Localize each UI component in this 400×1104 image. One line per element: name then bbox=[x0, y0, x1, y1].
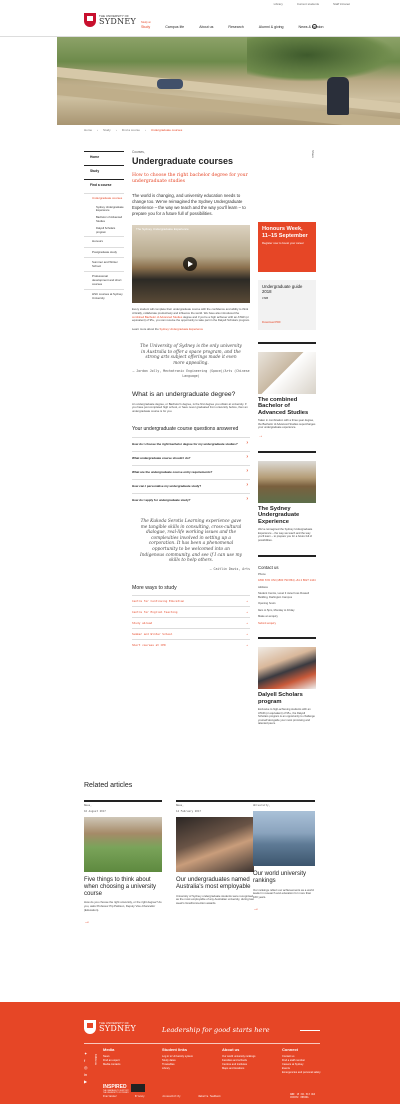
follow-label: Follow us bbox=[94, 1054, 97, 1065]
promo-subtitle: Register now to boost your career bbox=[262, 241, 304, 246]
footer-link[interactable]: Log in to University system bbox=[162, 1055, 193, 1058]
card-title[interactable]: The Sydney Undergraduate Experience bbox=[258, 506, 300, 525]
footer-link[interactable]: Find a staff member bbox=[282, 1059, 306, 1062]
related-card[interactable] bbox=[84, 800, 162, 925]
footer-link[interactable]: Emergencies and personal safety bbox=[282, 1071, 321, 1074]
main-content bbox=[132, 150, 250, 650]
quote-text: The University of Sydney is the only university in Australia to offer a space program, and the strong arts subject offerings made it even more appealing. bbox=[140, 343, 242, 366]
footer-bottom-link[interactable]: Website feedback bbox=[198, 1095, 221, 1098]
contact-phone[interactable]: 1800 SYD UNI (1800 793 864) +61 2 8627 1444 bbox=[258, 579, 316, 583]
card-image bbox=[258, 352, 316, 394]
contact-address-label: Address bbox=[258, 585, 268, 589]
contact-hours-label: Opening hours bbox=[258, 602, 276, 606]
crest-icon bbox=[84, 13, 96, 27]
quote-text: The Kukoda Serotis Learning experience gave me tangible skills in consulting, cross-cultural dialogue, real-life working issues and the complexities involved in setting up a corporation. It has been a phenomenal opportunity to be welcomed into an Indigenous community, and see if I can use my skills to help others. bbox=[140, 518, 242, 564]
share-button[interactable]: Share bbox=[311, 150, 315, 159]
section-heading: What is an undergraduate degree? bbox=[132, 390, 236, 398]
sidebar-subitem[interactable]: Bachelor of Advanced Studies bbox=[96, 216, 123, 223]
submit-enquiry-link[interactable]: Submit enquiry bbox=[258, 621, 276, 625]
utility-link[interactable]: Staff intranet bbox=[333, 2, 350, 6]
download-pdf-link[interactable]: Download PDF bbox=[262, 320, 281, 324]
nav-item-alumni[interactable]: Alumni & giving bbox=[258, 25, 284, 29]
guide-size: 3 MB bbox=[262, 297, 269, 300]
footer-link[interactable]: Centres and institutes bbox=[222, 1063, 248, 1066]
article-date: 14 February 2017 bbox=[176, 810, 201, 813]
advanced-studies-link[interactable]: combined Bachelor of Advanced Studies bbox=[132, 314, 183, 319]
right-column bbox=[258, 150, 316, 726]
article-image bbox=[253, 811, 315, 866]
sidebar-item-postgraduate[interactable]: Postgraduate study bbox=[84, 247, 124, 258]
twitter-icon[interactable]: ✦ bbox=[84, 1051, 88, 1056]
sidebar-nav bbox=[84, 151, 124, 303]
honours-week-promo[interactable] bbox=[258, 222, 316, 272]
footer-col-media: Media News Find an expert Media contacts bbox=[103, 1047, 121, 1066]
play-icon[interactable] bbox=[183, 257, 197, 271]
logo-small-text: THE UNIVERSITY OF bbox=[99, 13, 129, 18]
article-title[interactable]: Five things to think about when choosing a university course bbox=[84, 877, 157, 897]
main-nav bbox=[141, 21, 324, 29]
page-title: Undergraduate courses bbox=[132, 156, 234, 166]
related-card[interactable] bbox=[176, 800, 254, 906]
arrow-right-icon[interactable]: → bbox=[84, 918, 90, 925]
faq-item[interactable]: How do I apply for undergraduate study? › bbox=[132, 493, 250, 507]
footer-link[interactable]: Study dates bbox=[162, 1059, 176, 1062]
sydney-experience-link[interactable]: Sydney Undergraduate Experience bbox=[159, 327, 204, 332]
footer-link[interactable]: Media contacts bbox=[103, 1063, 121, 1066]
nav-item-news[interactable]: News & opinion bbox=[298, 25, 324, 29]
faq-item[interactable]: What are the undergraduate course entry requirements? › bbox=[132, 465, 250, 479]
card-text: Taken in combination with a three-year degree, the Bachelor of Advanced Studies supercharges your undergraduate experience. bbox=[258, 419, 316, 430]
video-player[interactable] bbox=[132, 225, 250, 303]
footer-link[interactable]: Faculties and schools bbox=[222, 1059, 247, 1062]
crest-icon bbox=[84, 1020, 96, 1034]
sidebar-item-honours[interactable]: Honours bbox=[84, 236, 124, 247]
more-ways-link[interactable]: Summer and Winter School → bbox=[132, 628, 250, 639]
video-title: The Sydney Undergraduate Experience bbox=[136, 227, 189, 231]
footer-link[interactable]: Library bbox=[162, 1067, 170, 1070]
footer-col-student: Student links Log in to University system Study dates Timetables Library bbox=[162, 1047, 193, 1070]
card-title[interactable]: The combined Bachelor of Advanced Studies bbox=[258, 397, 309, 416]
nav-item-campus-life[interactable]: Campus life bbox=[165, 25, 185, 29]
enquiry-label: Make an enquiry bbox=[258, 615, 278, 619]
sidebar-subitem[interactable]: Sydney Undergraduate Experience bbox=[96, 205, 124, 212]
footer-link[interactable]: Events bbox=[282, 1067, 290, 1070]
quote-cite: – Caitlin Davis, Arts bbox=[209, 566, 250, 571]
footer-link[interactable]: Maps and locations bbox=[222, 1067, 245, 1070]
breadcrumb-item[interactable]: Study bbox=[103, 128, 111, 132]
sidebar-item-professional[interactable]: Professional development and short courses bbox=[84, 271, 124, 289]
footer-link[interactable]: Our world university rankings bbox=[222, 1055, 256, 1058]
article-excerpt: How do you choose the right university, or the right degree? As you, asks Professor Pip Pattison, Deputy Vice-Chancellor (Education). bbox=[84, 900, 162, 912]
footer-link[interactable]: News bbox=[103, 1055, 110, 1058]
contact-phone-label: Phone bbox=[258, 572, 266, 576]
page-lead: How to choose the right bachelor degree for your undergraduate studies bbox=[132, 173, 248, 184]
footer-link[interactable]: Find an expert bbox=[103, 1059, 120, 1062]
faq-item[interactable]: What undergraduate course should I do? › bbox=[132, 451, 250, 465]
breadcrumb-current: Undergraduate courses bbox=[150, 128, 183, 132]
contact-hours: 9am to 5pm, Monday to Friday bbox=[258, 608, 295, 612]
arrow-right-icon[interactable]: → bbox=[253, 905, 259, 912]
quote-cite: – Jordan Jolly, Mechatronic Engineering (Space)/Arts (Chinese Language) bbox=[132, 369, 250, 378]
site-footer bbox=[0, 1002, 400, 1104]
card-image bbox=[258, 461, 316, 503]
contact-address: Student Centre, Level 3 Jane Foss Russell Building, Darlington Campus bbox=[258, 592, 309, 599]
nav-item-about[interactable]: About us bbox=[199, 25, 214, 29]
article-tag: News, bbox=[84, 804, 92, 807]
guide-download[interactable] bbox=[258, 280, 316, 330]
article-image bbox=[84, 817, 162, 872]
faq-accordion bbox=[132, 437, 250, 507]
sidebar-subitem[interactable]: Dalyell Scholars program bbox=[96, 227, 116, 234]
card-image bbox=[258, 647, 316, 689]
footer-col-connect: Connect Contact us Find a staff member Careers at Sydney Events Emergencies and personal safety bbox=[282, 1047, 321, 1074]
more-ways-list bbox=[132, 595, 250, 650]
search-icon[interactable] bbox=[312, 24, 317, 29]
footer-link[interactable]: Timetables bbox=[162, 1063, 175, 1066]
sidebar-item-undergraduate[interactable]: Undergraduate courses bbox=[84, 193, 124, 204]
article-excerpt: Our rankings reflect our achievements as a world leader in research and education for more than 160 years. bbox=[253, 887, 314, 900]
body-text: Learn more about the Sydney Undergraduate Experience bbox=[132, 327, 204, 332]
footer-bottom-links bbox=[103, 1095, 221, 1098]
social-icons bbox=[84, 1050, 88, 1085]
site-header bbox=[0, 8, 400, 37]
linkedin-icon[interactable]: in bbox=[84, 1072, 88, 1077]
more-ways-link[interactable]: Centre for English Teaching → bbox=[132, 606, 250, 617]
university-logo[interactable] bbox=[84, 13, 136, 27]
sidebar-item-home[interactable]: Home bbox=[84, 151, 124, 165]
utility-bar bbox=[0, 0, 400, 8]
footer-tagline: Leadership for good starts here bbox=[162, 1026, 270, 1034]
more-ways-link[interactable]: Short courses at CPD → bbox=[132, 639, 250, 650]
faq-heading: Your undergraduate course questions answered bbox=[132, 425, 239, 432]
footer-link[interactable]: Careers at Sydney bbox=[282, 1063, 304, 1066]
faq-item[interactable]: How do I choose the right bachelor degree for my undergraduate studies? › bbox=[132, 437, 250, 451]
sidebar-item-summer-winter[interactable]: Summer and Winter School bbox=[84, 257, 124, 271]
card-title[interactable]: Dalyell Scholars program bbox=[258, 692, 303, 705]
utility-link[interactable]: Current students bbox=[296, 2, 320, 6]
arrow-right-icon[interactable]: → bbox=[258, 433, 263, 439]
nav-item-study[interactable]: Study bbox=[141, 25, 151, 29]
breadcrumb-item[interactable]: Find a course bbox=[121, 128, 140, 132]
promo-title: Honours Week, 11–15 September bbox=[262, 226, 308, 239]
article-tag: News, bbox=[176, 804, 184, 807]
instagram-icon[interactable]: ◎ bbox=[84, 1065, 88, 1070]
footer-copyright: ABN: 15 211 513 464 CRICOS: 00026A bbox=[290, 1093, 316, 1099]
hero-image bbox=[57, 37, 400, 125]
more-ways-link[interactable]: Centre for Continuing Education → bbox=[132, 595, 250, 606]
nav-item-research[interactable]: Research bbox=[228, 25, 244, 29]
section-text: An undergraduate degree, or Bachelor's degree, is the first degree you obtain at university. If you have just completed high school, or have never graduated from university before, then an undergraduate course is for you. bbox=[132, 401, 248, 414]
facebook-icon[interactable]: f bbox=[84, 1058, 86, 1063]
breadcrumb: Home › Study › Find a course › Undergraduate courses bbox=[84, 128, 183, 132]
body-text: Every student will complete their undergraduate course with the confidence and ability to think critically, collaborate productively and influence the world. We have also introduced the combined Bachelor of Advanced Studies degree and if you're a high achiever with an ATAR (or equivalent) of 95+, you can receive the opportunity to take part in the Dalyell Scholars program. bbox=[132, 307, 250, 323]
article-title[interactable]: Our world university rankings bbox=[253, 871, 307, 884]
card-text: Exclusive to high-achieving students with an ATAR (or equivalent) of 95+, the Dalyell Scholars program is an opportunity to challenge yourself alongside your most promising and talented peers. bbox=[258, 707, 315, 726]
sidebar-item-study[interactable]: Study bbox=[84, 165, 124, 179]
partner-logo bbox=[131, 1084, 145, 1092]
footer-bottom-link[interactable]: Disclaimer bbox=[103, 1095, 117, 1098]
article-tag: University, bbox=[253, 804, 271, 807]
article-excerpt: University of Sydney undergraduate students were recognised as the most employable of any Australian university, during last week's GradConnection awards. bbox=[176, 893, 254, 906]
utility-link[interactable]: Library bbox=[273, 2, 283, 6]
footer-bottom-link[interactable]: Accessibility bbox=[162, 1095, 181, 1098]
footer-logo[interactable]: THE UNIVERSITY OF SYDNEY bbox=[84, 1020, 136, 1034]
youtube-icon[interactable]: ▶ bbox=[84, 1079, 88, 1084]
sidebar-item-hsc[interactable]: HSC courses at Sydney University bbox=[84, 289, 124, 303]
logo-big-text: SYDNEY bbox=[99, 16, 137, 26]
related-card[interactable] bbox=[253, 800, 315, 912]
article-date: 16 August 2017 bbox=[84, 810, 106, 813]
breadcrumb-item[interactable]: Home bbox=[84, 128, 93, 132]
inspired-campaign-logo[interactable]: INSPIRED THE CAMPAIGN TO SUPPORT THE UNIVERSITY OF SYDNEY bbox=[103, 1084, 129, 1094]
page-kicker: Courses, bbox=[132, 150, 145, 154]
related-heading: Related articles bbox=[84, 782, 133, 789]
article-image bbox=[176, 817, 254, 872]
article-title[interactable]: Our undergraduates named Australia's most employable bbox=[176, 877, 251, 890]
footer-link[interactable]: Contact us bbox=[282, 1055, 295, 1058]
intro-paragraph: The world is changing, and university education needs to change too. We've reimagined the Sydney Undergraduate Experience – the way we teach and the way you'll learn – to prepare you for a future full of possibilities. bbox=[132, 193, 246, 216]
card-text: We've reimagined the Sydney Undergraduate Experience – the way we teach and the way you'll learn – to prepare you for a future full of possibilities. bbox=[258, 528, 313, 542]
guide-title: Undergraduate guide 2018 bbox=[262, 284, 303, 294]
footer-bottom-link[interactable]: Privacy bbox=[134, 1095, 145, 1098]
footer-col-about: About us Our world university rankings Faculties and schools Centres and institutes Maps and locations bbox=[222, 1047, 256, 1070]
faq-item[interactable]: How can I personalise my undergraduate study? › bbox=[132, 479, 250, 493]
sidebar-item-find-course[interactable]: Find a course bbox=[84, 179, 124, 193]
more-ways-link[interactable]: Study abroad → bbox=[132, 617, 250, 628]
contact-heading: Contact us bbox=[258, 564, 279, 570]
more-ways-heading: More ways to study bbox=[132, 585, 177, 592]
nav-pre-label: Study at bbox=[141, 21, 151, 24]
